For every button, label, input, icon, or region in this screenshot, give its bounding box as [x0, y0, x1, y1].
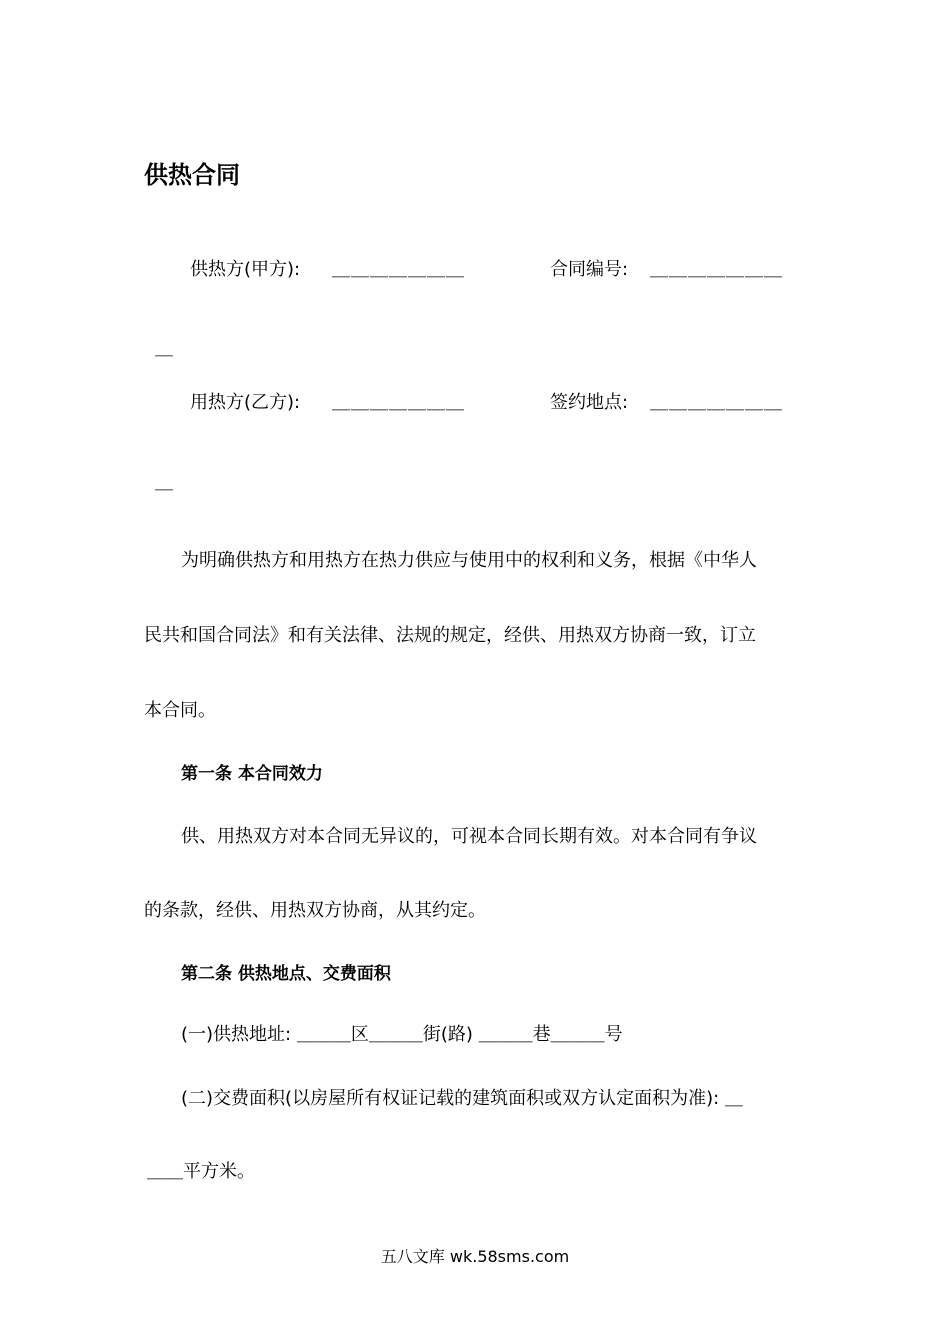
wrap-blank: ＿ [155, 338, 173, 359]
article-2-heading: 第二条 供热地点、交费面积 [181, 964, 391, 984]
preamble-line: 为明确供热方和用热方在热力供应与使用中的权利和义务，根据《中华人 [181, 550, 757, 571]
preamble-line: 民共和国合同法》和有关法律、法规的规定，经供、用热双方协商一致，订立 [144, 625, 756, 646]
page-footer: 五八文库 wk.58sms.com [380, 1247, 570, 1266]
supplier-label: 供热方(甲方): [190, 259, 301, 280]
contract-number-blank: ＿＿＿＿＿＿＿ [650, 259, 783, 280]
document-title: 供热合同 [144, 161, 240, 189]
article-1-line: 的条款，经供、用热双方协商，从其约定。 [144, 900, 486, 921]
preamble-line: 本合同。 [144, 700, 216, 721]
article-1-heading: 第一条 本合同效力 [181, 764, 323, 784]
contract-number-label: 合同编号: [550, 259, 629, 280]
user-label: 用热方(乙方): [190, 392, 301, 413]
sign-place-blank: ＿＿＿＿＿＿＿ [650, 392, 783, 413]
supplier-blank: ＿＿＿＿＿＿＿ [332, 259, 465, 280]
payment-area-item: (二)交费面积(以房屋所有权证记载的建筑面积或双方认定面积为准): ＿ [181, 1088, 743, 1109]
heating-address-item: (一)供热地址: ＿＿＿区＿＿＿街(路) ＿＿＿巷＿＿＿号 [181, 1024, 623, 1045]
sign-place-label: 签约地点: [550, 392, 629, 413]
user-blank: ＿＿＿＿＿＿＿ [332, 392, 465, 413]
article-1-line: 供、用热双方对本合同无异议的，可视本合同长期有效。对本合同有争议 [181, 826, 757, 847]
wrap-blank: ＿ [155, 472, 173, 493]
payment-area-continuation: ＿＿平方米。 [147, 1161, 255, 1182]
